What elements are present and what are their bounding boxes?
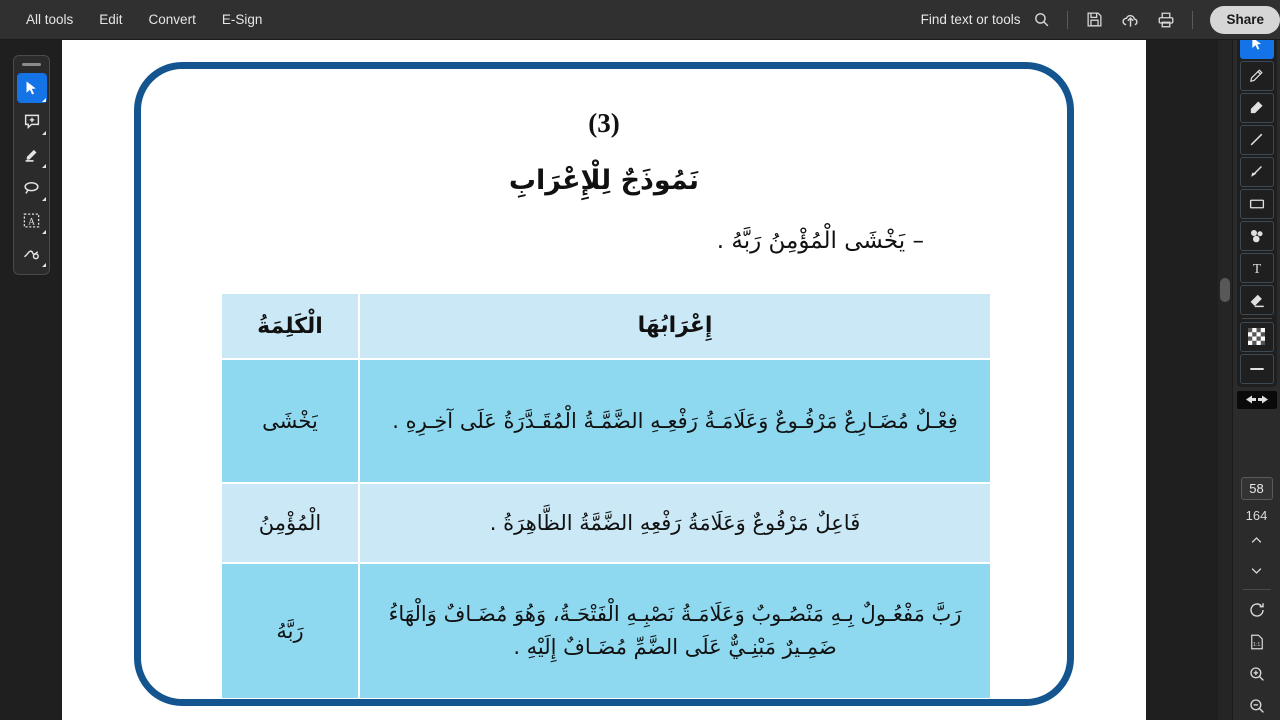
chevron-corner-icon [42,131,46,135]
fit-page-button[interactable] [1240,627,1274,656]
cell-word: يَخْشَى [222,360,358,482]
current-page-input[interactable]: 58 [1241,477,1273,499]
page-title: نَمُوذَجٌ لِلْإِعْرَابِ [508,165,700,196]
convert-menu[interactable]: Convert [148,12,196,27]
chevron-corner-icon [42,230,46,234]
chevron-corner-icon [42,164,46,168]
pdf-page-58 [62,40,1146,720]
toolbar-divider [1067,11,1068,29]
find-text-or-tools-label: Find text or tools [920,12,1021,27]
upload-to-cloud-icon[interactable] [1113,3,1147,37]
stamp-tool[interactable] [17,238,47,268]
tool-divider [1242,318,1272,319]
cell-irab: فِعْـلٌ مُضَـارِعٌ مَرْفُـوعٌ وَعَلَامَـةُ رَفْعِـهِ الضَّمَّـةُ الْمُقَـدَّرَةُ عَلَى آخِـرِهِ . [360,360,990,482]
topbar-actions [921,0,1280,40]
save-icon[interactable] [1077,3,1111,37]
ink-tool[interactable] [1240,221,1274,251]
rail-divider [1243,589,1271,590]
cell-irab: رَبَّ مَفْعُـولٌ بِـهِ مَنْصُـوبٌ وَعَلَامَـةُ نَصْبِـهِ الْفَتْحَـةُ، وَهُوَ مُضَـافٌ وَالْهَاءُ ضَمِـيرٌ مَبْنِـيٌّ عَلَى الضَّمِّ مُضَـافٌ إِلَيْهِ . [360,564,990,698]
cell-irab: فَاعِلٌ مَرْفُوعٌ وَعَلَامَةُ رَفْعِهِ الضَّمَّةُ الظَّاهِرَةُ . [360,484,990,562]
select-tool[interactable] [17,73,47,103]
example-sentence: – يَخْشَى الْمُؤْمِنُ رَبَّهُ . [716,228,924,254]
resize-handle[interactable] [1237,391,1277,410]
share-button[interactable]: Share [1210,6,1280,34]
marker-tool[interactable] [1240,93,1274,123]
annotation-tool-group [1237,27,1277,387]
esign-menu[interactable]: E-Sign [221,12,263,27]
header-cell-word: الْكَلِمَةُ [222,294,358,358]
chevron-corner-icon [42,197,46,201]
toolbar-drag-handle[interactable] [22,63,41,66]
line-tool[interactable] [1240,125,1274,155]
menu-group [0,6,274,33]
all-tools-menu[interactable]: All tools [26,12,74,27]
cell-word: رَبَّهُ [222,564,358,698]
edit-menu[interactable]: Edit [99,12,123,27]
table-row [222,484,990,562]
previous-page-button[interactable] [1240,529,1274,553]
rectangle-tool[interactable] [1240,189,1274,219]
total-pages-label: 164 [1245,507,1268,523]
highlight-tool[interactable] [17,139,47,169]
search-icon[interactable] [1024,3,1058,37]
text-select-tool[interactable] [17,205,47,235]
scrollbar-thumb[interactable] [1220,278,1230,302]
rotate-button[interactable] [1240,595,1274,624]
cell-word: الْمُؤْمِنُ [222,484,358,562]
chevron-corner-icon [42,98,46,102]
table-row [222,360,990,482]
comment-tool[interactable] [17,106,47,136]
page-section-number: (3) [588,108,620,138]
pattern-tool[interactable] [1240,322,1274,352]
irab-table [220,292,992,700]
lasso-tool[interactable] [17,172,47,202]
header-cell-irab: إِعْرَابُهَا [360,294,990,358]
svg-text:A: A [28,216,35,227]
svg-text:T: T [1252,260,1261,276]
thickness-tool[interactable] [1240,354,1274,384]
toolbar-divider-2 [1192,11,1193,29]
pencil-tool[interactable] [1240,61,1274,91]
chevron-corner-icon [42,263,46,267]
left-quick-tools-toolbar [13,55,50,275]
svg-text:1:1: 1:1 [1252,641,1260,648]
table-header-row [222,294,990,358]
print-icon[interactable] [1149,3,1183,37]
table-row [222,564,990,698]
eraser-tool[interactable] [1240,285,1274,315]
text-tool[interactable] [1240,253,1274,283]
right-tool-rail [1232,0,1280,720]
zoom-in-button[interactable] [1240,659,1274,688]
next-page-button[interactable] [1240,559,1274,583]
vertical-scrollbar[interactable] [1218,40,1232,720]
top-menu-bar [0,0,1280,40]
document-viewport[interactable] [62,40,1232,720]
zoom-out-button[interactable] [1240,691,1274,720]
arrow-tool[interactable] [1240,157,1274,187]
